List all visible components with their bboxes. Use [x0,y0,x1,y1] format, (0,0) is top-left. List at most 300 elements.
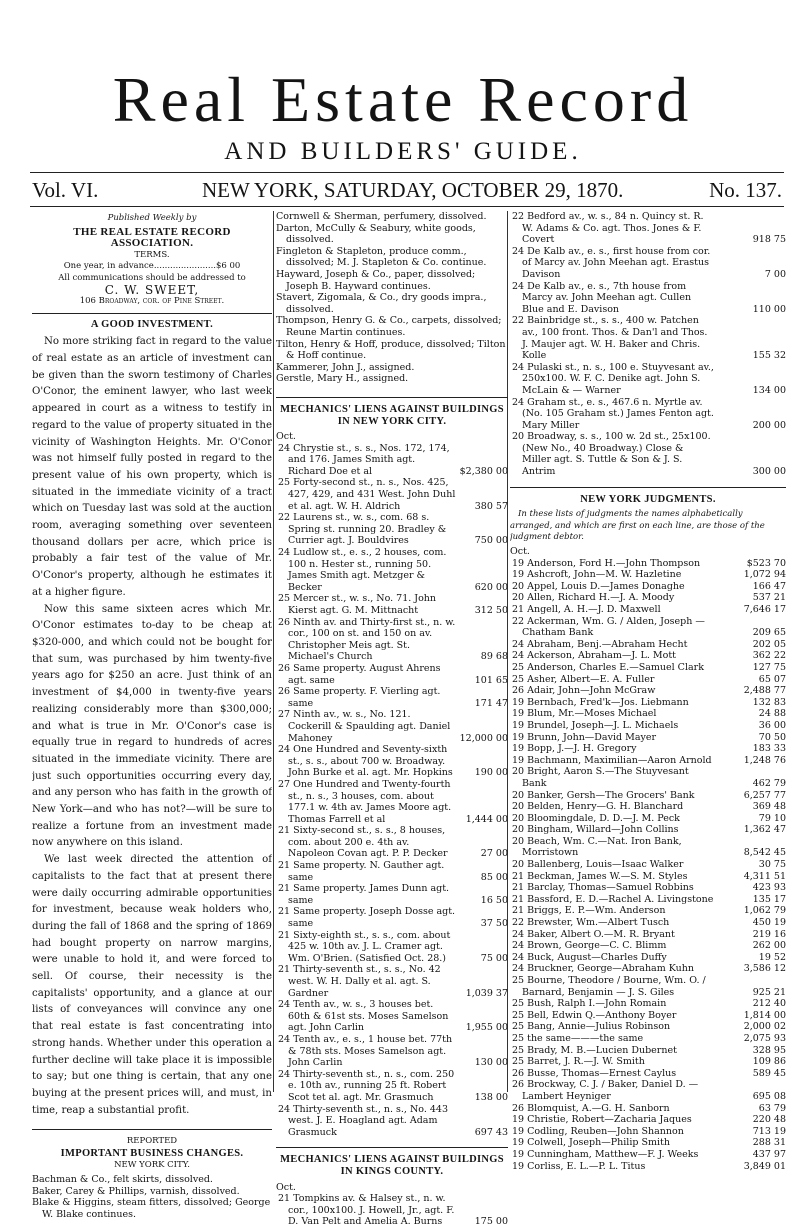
list-item: Thompson, Henry G. & Co., carpets, dissolved; Reune Martin continues. [276,315,502,338]
entry-amount: 16 50 [480,894,508,906]
entry-text: De Kalb av., e. s., first house from cor. of Marcy av. John Meehan agt. Erastus Davison [522,245,711,280]
list-entry [510,1021,786,1033]
article-title: A GOOD INVESTMENT. [90,318,214,330]
entry-amount: 695 08 [752,1090,786,1102]
list-item: Bachman & Co., felt skirts, dissolved. [32,1174,213,1186]
entry-amount: 918 75 [752,234,786,246]
entry-text: Brockway, C. J. / Baker, Daniel D. — Lambert Heyniger [522,1079,699,1102]
entry-day: 24 [512,940,525,952]
list-entry [510,1079,786,1102]
entry-amount: 166 47 [752,580,786,592]
entry-day: 26 [512,1079,525,1091]
list-entry [510,940,786,952]
reported-label: REPORTED [126,1136,178,1147]
entry-day: 25 [512,661,525,673]
list-entry [510,281,786,316]
list-entry [510,905,786,917]
entry-amount: 2,075 93 [743,1032,786,1044]
list-entry [276,779,508,825]
entry-text: Busse, Thomas—Ernest Caylus [527,1067,677,1079]
entry-day: 21 [512,905,525,917]
entry-amount: 101 65 [474,674,508,686]
top-rule [30,172,784,173]
entry-day: 24 [278,1068,291,1080]
entry-text: Mercer st., w. s., No. 71. John Kierst agt. G. M. Mittnacht [288,593,437,616]
entry-day: 24 [512,963,525,975]
entry-day: 22 [512,315,525,327]
entry-text: Graham st., e. s., 467.6 n. Myrtle av. (No. 105 Graham st.) James Fenton agt. Mary Miller [522,396,714,431]
entry-amount: 300 00 [752,466,786,478]
entry-text: Beach, Wm. C.—Nat. Iron Bank, Morristown [522,835,682,859]
list-entry [276,617,508,663]
list-entry [510,743,786,755]
list-entry [276,477,508,512]
entry-text: Bourne, Theodore / Bourne, Wm. O. / Barnard, Benjamin — J. S. Giles [522,975,706,998]
entry-day: 24 [512,396,525,408]
entry-text: Ashcroft, John—M. W. Hazletine [527,569,682,581]
entry-text: Ackerman, Wm. G. / Alden, Joseph — Chatham Bank [522,615,705,639]
list-entry [510,1033,786,1045]
entry-text: Appel, Louis D.—James Donaghe [527,580,685,592]
entry-day: 22 [278,512,291,524]
list-entry [276,930,508,965]
entry-text: Barclay, Thomas—Samuel Robbins [527,882,694,894]
entry-text: Same property. Joseph Dosse agt. same [288,906,456,930]
entry-day: 25 [512,1021,525,1033]
entry-text: Brady, M. B.—Lucien Dubernet [527,1044,677,1056]
list-entry [510,592,786,604]
entry-day: 21 [278,929,291,941]
entry-text: Anderson, Ford H.—John Thompson [527,557,701,569]
liens-ny-title: MECHANICS' LIENS AGAINST BUILDINGS IN NEW YORK CITY. [280,403,504,427]
entry-text: Brown, George—C. C. Blimm [527,940,667,952]
entry-text: Bopp, J.—J. H. Gregory [527,743,637,755]
entry-text: Thirty-seventh st., n. s., com. 250 e. 10th av., running 25 ft. Robert Scot tet al. agt. Mr. Grasmuch [288,1068,455,1103]
entry-day: 24 [512,245,525,257]
list-entry [510,581,786,593]
divider [32,313,272,314]
entry-amount: 262 00 [752,940,786,952]
entry-day: 25 [512,1009,525,1021]
list-entry [276,686,508,709]
entry-text: Bassford, E. D.—Rachel A. Livingstone [527,893,714,905]
list-entry [276,883,508,906]
entry-text: Sixty-second st., s. s., 8 houses, com. about 200 e. 4th av. Napoleon Covan agt. P. P. Decker [288,825,448,860]
list-entry [276,1104,508,1139]
entry-amount: $2,380 00 [459,465,508,477]
entry-amount: 135 17 [752,893,786,905]
entry-amount: 437 97 [752,1148,786,1160]
entry-day: 19 [512,1148,525,1160]
entry-text: Tenth av., e. s., 1 house bet. 77th & 78th sts. Moses Samelson agt. John Carlin [288,1033,453,1069]
entry-day: 19 [512,557,525,569]
entry-day: 24 [512,951,525,963]
list-entry [276,443,508,478]
entry-text: Anderson, Charles E.—Samuel Clark [527,661,704,673]
liens-kings-list-continued [510,211,786,478]
entry-amount: 65 07 [758,673,786,685]
entry-amount: 3,586 12 [743,963,786,975]
entry-day: 20 [512,859,525,871]
entry-day: 21 [512,604,525,615]
list-entry [510,1045,786,1057]
entry-text: Abraham, Benj.—Abraham Hecht [527,638,688,650]
list-entry [510,1056,786,1068]
entry-amount: 190 00 [474,767,508,779]
entry-day: 19 [512,1160,525,1172]
entry-day: 21 [278,825,291,837]
entry-day: 21 [278,883,291,895]
masthead-subtitle: AND BUILDERS' GUIDE. [224,138,582,165]
entry-day: 21 [278,1193,291,1205]
entry-text: Bingham, Willard—John Collins [527,824,679,836]
list-entry [276,1193,508,1228]
entry-text: Christie, Robert—Zacharia Jaques [527,1114,692,1126]
entry-text: One Hundred and Twenty-fourth st., n. s., 3 houses, com. about 177.1 w. 4th av. James Moore agt. Thomas Farrell et al [288,778,452,825]
entry-amount: 171 47 [474,697,508,709]
entry-day: 27 [278,709,291,721]
entry-day: 24 [278,999,291,1011]
entry-amount: 697 43 [474,1126,508,1138]
entry-amount: 1,444 00 [465,813,508,825]
judgments-list [510,558,786,1172]
list-entry [510,211,786,246]
entry-amount: 220 48 [752,1114,786,1126]
list-item: Darton, McCully & Seabury, white goods, dissolved. [276,222,476,246]
masthead-title: Real Estate Record [112,64,694,135]
column-2 [276,211,508,1228]
entry-day: 21 [512,870,525,882]
entry-amount: 212 40 [752,998,786,1010]
list-entry [510,315,786,361]
entry-text: Ninth av., w. s., No. 121. Cockerill & Spaulding agt. Daniel Mahoney [288,709,451,744]
entry-amount: 183 33 [752,743,786,755]
entry-day: 25 [512,1032,525,1044]
entry-amount: 30 75 [758,859,786,871]
divider [276,1147,508,1148]
entry-day: 20 [512,835,525,847]
entry-day: 20 [512,431,525,443]
entry-day: 25 [512,1056,525,1068]
entry-day: 21 [278,906,291,918]
list-entry [510,859,786,871]
list-entry [276,709,508,744]
list-item: Cornwell & Sherman, perfumery, dissolved. [276,211,487,222]
entry-day: 20 [512,766,525,778]
entry-day: 21 [512,893,525,905]
list-entry [510,882,786,894]
issue-date: NEW YORK, SATURDAY, OCTOBER 29, 1870. [202,178,624,202]
entry-amount: 109 86 [752,1056,786,1068]
list-entry [510,894,786,906]
entry-text: Codling, Reuben—John Shannon [527,1125,684,1137]
entry-text: Broadway, s. s., 100 w. 2d st., 25x100. (New No., 40 Broadway.) Close & Miller agt. S. Tuttle & Son & J. S. Antrim [522,431,711,478]
entry-day: 25 [278,477,291,489]
changes-list [32,1174,272,1220]
entry-day: 19 [512,708,525,720]
list-entry [510,790,786,802]
list-entry [510,616,786,639]
list-entry [510,604,786,616]
entry-amount: 219 16 [752,928,786,940]
entry-day: 26 [512,1067,525,1079]
entry-text: Asher, Albert—E. A. Fuller [527,673,655,685]
entry-amount: 328 95 [752,1044,786,1056]
list-entry [510,674,786,686]
entry-text: Laurens st., w. s., com. 68 s. Spring st. running 20. Bradley & Currier agt. J. Bouldvires [288,512,447,547]
entry-day: 20 [512,801,525,813]
list-entry [510,1103,786,1115]
entry-text: Bachmann, Maximilian—Aaron Arnold [527,754,712,766]
entry-text: Same property. N. Gauther agt. same [288,860,445,883]
entry-day: 25 [512,1044,525,1056]
entry-text: Brewster, Wm.—Albert Tusch [527,917,670,929]
entry-day: 22 [512,615,525,627]
month-label: Oct. [276,431,296,443]
entry-amount: 63 79 [758,1102,786,1114]
entry-text: Beckman, James W.—S. M. Styles [527,870,688,882]
entry-amount: 85 00 [480,871,508,883]
association-name: THE REAL ESTATE RECORD ASSOCIATION. [73,225,231,250]
entry-amount: 1,248 76 [743,754,786,766]
judgments-note: In these lists of judgments the names alphabetically arranged, and which are first on each line, are those of the judgment debtor. [510,509,765,543]
list-entry [510,801,786,813]
entry-day: 24 [512,361,525,373]
entry-amount: 3,849 01 [743,1160,786,1172]
entry-amount: 36 00 [758,719,786,731]
list-entry [276,999,508,1034]
entry-day: 19 [512,1137,525,1149]
entry-day: 25 [512,998,525,1010]
entry-day: 20 [512,580,525,592]
entry-text: the same———the same [527,1032,644,1044]
entry-amount: 75 00 [480,952,508,964]
volume: Vol. VI. [32,178,99,202]
entry-day: 22 [512,917,525,929]
list-entry [510,975,786,998]
column-1 [32,211,272,1221]
entry-day: 25 [512,673,525,685]
entry-text: Adair, John—John McGraw [527,685,656,697]
entry-day: 24 [278,744,291,756]
entry-text: Barret, J. R.—J. W. Smith [527,1056,645,1068]
list-entry [510,1068,786,1080]
list-item: Stavert, Zigomala, & Co., dry goods impra., dissolved. [276,292,487,315]
entry-day: 20 [512,592,525,604]
entry-day: 26 [512,685,525,697]
entry-text: Bush, Ralph I.—John Romain [527,998,667,1010]
entry-text: De Kalb av., e. s., 7th house from Marcy av. John Meehan agt. Cullen Blue and E. Davison [522,280,692,315]
month-label: Oct. [510,546,530,558]
entry-text: Thirty-seventh st., s. s., No. 42 west. W. H. Dally et al. agt. S. Gardner [288,964,441,999]
list-entry [510,998,786,1010]
entry-text: Tompkins av. & Halsey st., n. w. cor., 100x100. J. Howell, Jr., agt. F. D. Van Pelt and Amelia A. Burns [288,1193,455,1228]
address-note: All communications should be addressed to [58,272,246,283]
list-entry [510,685,786,697]
list-entry [510,1149,786,1161]
entry-amount: 27 00 [480,848,508,860]
issue-number: No. 137. [709,178,782,202]
entry-amount: 132 83 [752,696,786,708]
entry-text: Ackerson, Abraham—J. L. Mott [527,650,676,662]
changes-title: IMPORTANT BUSINESS CHANGES. [60,1147,244,1159]
entry-amount: 589 45 [752,1067,786,1079]
list-entry [510,824,786,836]
dateline [30,178,784,204]
entry-text: Colwell, Joseph—Philip Smith [527,1137,670,1149]
list-entry [510,720,786,732]
liens-ny-list [276,443,508,1139]
entry-amount: 130 00 [474,1057,508,1069]
entry-amount: 7,646 17 [743,604,786,615]
list-entry [510,1126,786,1138]
entry-amount: 200 00 [752,419,786,431]
list-entry [276,1069,508,1104]
entry-day: 26 [512,1102,525,1114]
entry-text: Blum, Mr.—Moses Michael [527,708,657,720]
changes-city: NEW YORK CITY. [114,1159,190,1170]
entry-day: 24 [512,280,525,292]
entry-amount: 1,039 37 [465,987,508,999]
list-entry [276,964,508,999]
entry-day: 19 [512,731,525,743]
list-entry [510,1114,786,1126]
list-entry [510,362,786,397]
list-entry [510,836,786,859]
entry-amount: 70 50 [758,731,786,743]
entry-text: Banker, Gersh—The Grocers' Bank [527,789,695,801]
entry-day: 19 [512,569,525,581]
list-item: Baker, Carey & Phillips, varnish, dissolved. [32,1185,240,1197]
article-paragraph: No more striking fact in regard to the value of real estate as an article of investment can be given than the sworn testimony of Charles O'Conor, the eminent lawyer, who last week appeared in court as a witness to testify in regard to the value of property situated in the vicinity of Washington Heights. Mr. O'Conor was not himself fully posted in regard to the present value of his own property, which is situated in the immediate vicinity of a tract which on Tuesday last was sold at the auction room, averaging something over seventeen thousand dollars per acre, which price is probably a fair test of the value of Mr. O'Conor's property, although he estimates it at a higher figure. [32,336,272,598]
list-entry [510,569,786,581]
entry-amount: 2,000 02 [743,1021,786,1033]
list-entry [510,917,786,929]
bottom-rule [30,206,784,207]
entry-day: 21 [512,882,525,894]
entry-day: 25 [512,975,525,986]
entry-text: Sixty-eighth st., s. s., com. about 425 w. 10th av. J. L. Cramer agt. Wm. O'Brien. (Satisfied Oct. 28.) [288,929,451,964]
entry-text: Bloomingdale, D. D.—J. M. Peck [527,812,680,824]
entry-text: Brundel, Joseph—J. L. Michaels [527,719,679,731]
entry-amount: 1,362 47 [743,824,786,836]
list-entry [510,732,786,744]
entry-day: 19 [512,719,525,731]
entry-text: Baker, Albert O.—M. R. Bryant [527,928,675,940]
changes-list-continued [276,211,508,385]
list-entry [276,906,508,929]
entry-text: Blomquist, A.—G. H. Sanborn [527,1102,670,1114]
list-entry [510,766,786,789]
entry-text: Angell, A. H.—J. D. Maxwell [527,604,661,615]
list-item: Blake & Higgins, steam fitters, dissolved; George W. Blake continues. [32,1197,271,1220]
entry-amount: 312 50 [474,605,508,616]
entry-amount: 362 22 [752,650,786,662]
entry-amount: 925 21 [752,986,786,998]
entry-text: Same property. James Dunn agt. same [288,883,450,906]
list-item: Kammerer, John J., assigned. [276,361,415,373]
judgments-title: NEW YORK JUDGMENTS. [580,493,716,505]
column-3 [510,211,786,1172]
entry-text: Thirty-seventh st., n. s., No. 443 west. J. E. Hoagland agt. Adam Grasmuck [288,1103,448,1138]
entry-text: Cunningham, Matthew—F. J. Weeks [527,1148,699,1160]
entry-day: 20 [512,824,525,836]
entry-text: Forty-second st., n. s., Nos. 425, 427, 429, and 431 West. John Duhl et al. agt. W. H. Aldrich [288,477,456,512]
list-entry [510,929,786,941]
list-entry [510,871,786,883]
entry-day: 21 [278,860,291,872]
entry-day: 19 [512,1125,525,1137]
entry-amount: 537 21 [752,592,786,604]
entry-amount: 7 00 [764,268,786,280]
entry-text: Same property. August Ahrens agt. same [288,662,441,686]
list-entry [510,755,786,767]
list-entry [276,663,508,686]
entry-amount: 1,062 79 [743,905,786,917]
entry-amount: 110 00 [752,303,786,315]
published-line: Published Weekly by [107,213,197,223]
entry-text: Buck, August—Charles Duffy [527,951,667,963]
entry-text: Bernbach, Fred'k—Jos. Liebmann [527,696,689,708]
list-item: Gerstle, Mary H., assigned. [276,373,409,385]
entry-text: Pulaski st., n. s., 100 e. Stuyvesant av., 250x100. W. F. C. Denike agt. John S. McLain & — Warner [522,361,714,396]
entry-amount: 127 75 [752,661,786,673]
entry-text: Bedford av., w. s., 84 n. Quincy st. R. W. Adams & Co. agt. Thos. Jones & F. Covert [522,211,704,246]
list-item: Fingleton & Stapleton, produce comm., dissolved; M. J. Stapleton & Co. continue. [276,245,487,269]
list-entry [276,512,508,547]
entry-amount: 288 31 [752,1137,786,1149]
list-entry [276,1034,508,1069]
entry-text: Tenth av., w. s., 3 houses bet. 60th & 61st sts. Moses Samelson agt. John Carlin [288,999,449,1034]
subscription-price: One year, in advance.......................$6 00 [63,261,241,272]
entry-amount: 175 00 [474,1216,508,1228]
entry-amount: 79 10 [758,812,786,824]
entry-amount: 155 32 [752,350,786,362]
entry-day: 24 [278,1103,291,1115]
entry-day: 20 [512,812,525,824]
office-address: 106 Broadway, cor. of Pine Street. [79,296,225,307]
list-entry [510,1161,786,1173]
entry-day: 19 [512,1114,525,1126]
entry-amount: 202 05 [752,638,786,650]
divider [276,397,508,398]
list-entry [510,963,786,975]
entry-amount: 462 79 [752,777,786,789]
liens-kings-list [276,1193,508,1228]
entry-day: 27 [278,778,291,790]
entry-amount: 423 93 [752,882,786,894]
entry-amount: $523 70 [746,557,786,569]
list-entry [510,708,786,720]
entry-text: Bang, Annie—Julius Robinson [527,1021,671,1033]
entry-amount: 1,072 94 [743,569,786,581]
entry-amount: 138 00 [474,1091,508,1103]
entry-text: Ninth av. and Thirty-first st., n. w. cor., 100 on st. and 150 on av. Christopher Meis agt. St. Michael's Church [288,616,456,663]
list-entry [276,744,508,779]
list-entry [510,246,786,281]
list-entry [510,1010,786,1022]
list-entry [276,860,508,883]
entry-text: Belden, Henry—G. H. Blanchard [527,801,684,813]
entry-amount: 12,000 00 [459,732,508,744]
entry-day: 20 [512,789,525,801]
entry-amount: 4,311 51 [743,870,786,882]
entry-amount: 620 00 [474,581,508,593]
list-entry [276,593,508,616]
list-entry [510,697,786,709]
entry-amount: 450 19 [752,917,786,929]
month-label: Oct. [276,1181,296,1193]
